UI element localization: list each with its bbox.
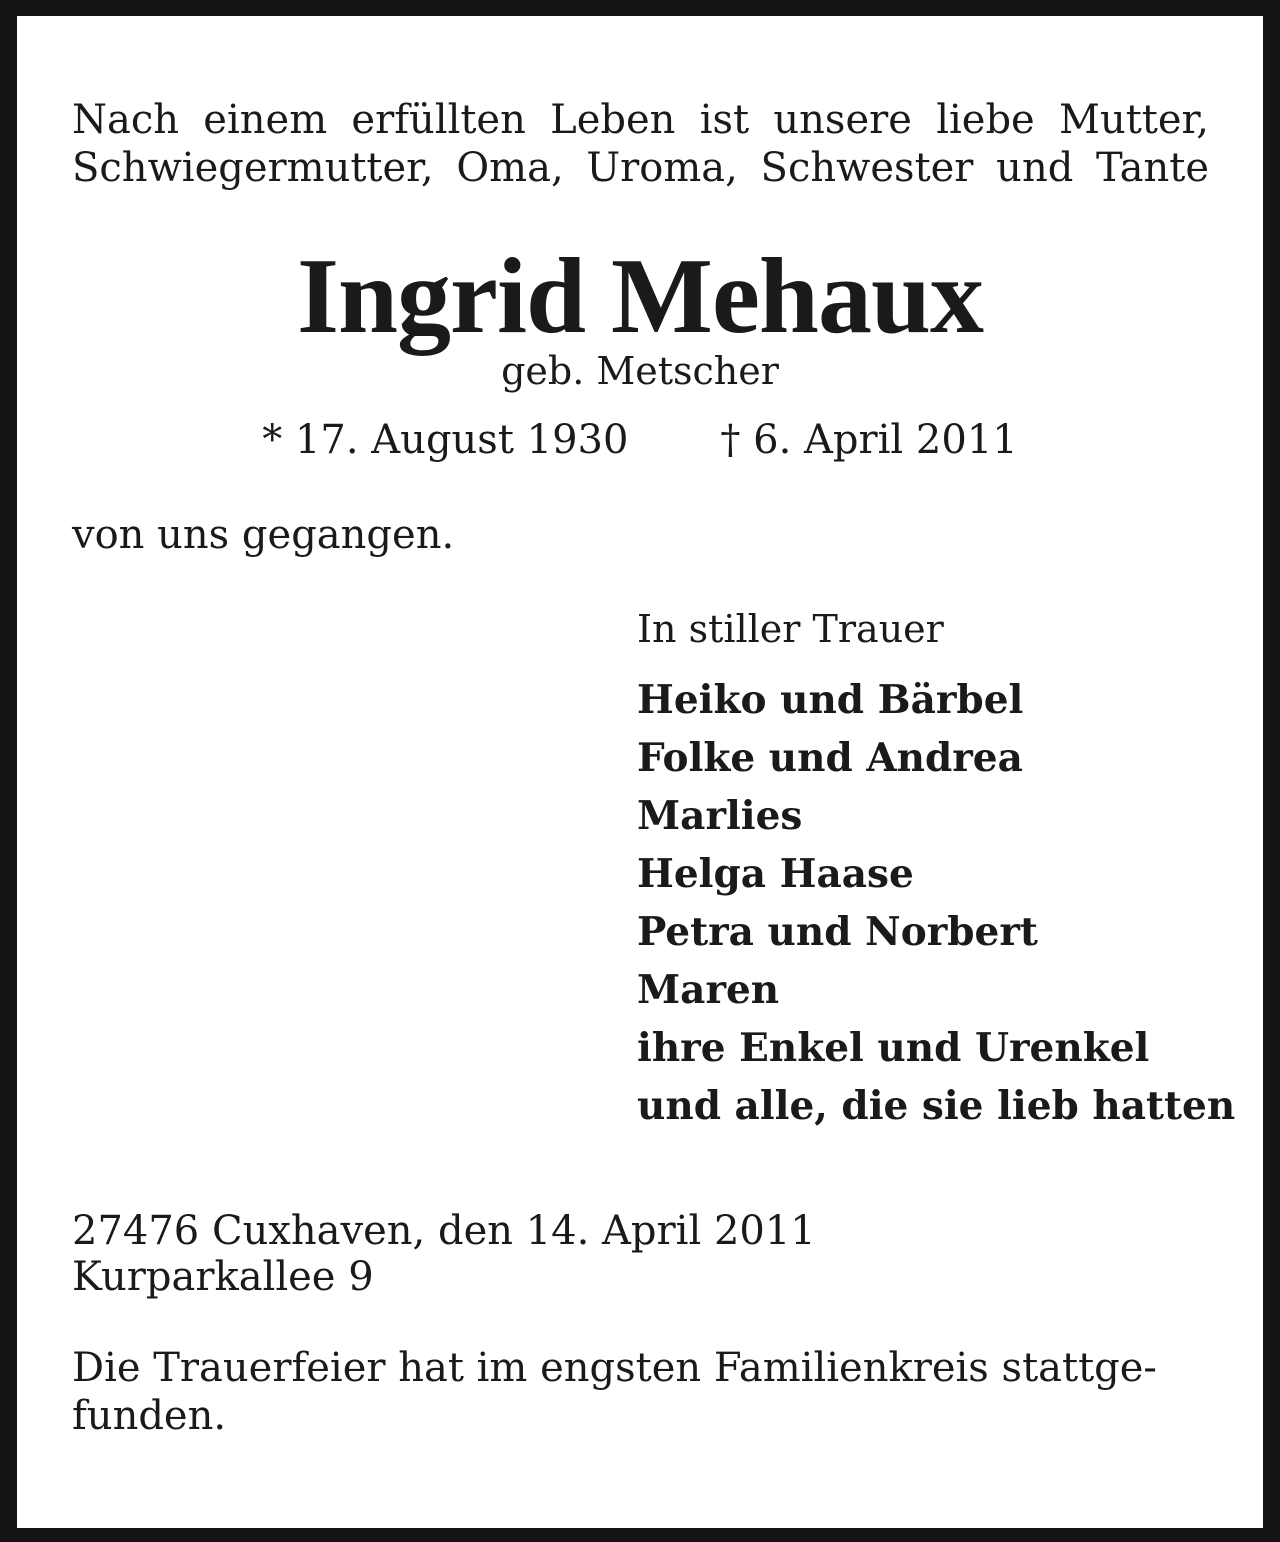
birth-date: * 17. August 1930 [262,417,629,463]
mourner-name: Helga Haase [637,851,914,897]
funeral-note [72,1344,1209,1440]
place-date-line: 27476 Cuxhaven, den 14. April 2011 [72,1208,816,1254]
closing-text: von uns gegangen. [72,512,455,558]
mourner-name: ihre Enkel und Urenkel [637,1025,1150,1071]
mourner-name: Heiko und Bärbel [637,677,1024,723]
life-dates [17,416,1263,464]
maiden-name: geb. Metscher [501,349,779,393]
address-line: Kurparkallee 9 [72,1254,374,1300]
mourner-name: Maren [637,967,780,1013]
intro-line: Schwiegermutter, Oma, Uroma, Schwester und Tante [72,145,1209,191]
mourner-name: Petra und Norbert [637,909,1038,955]
place-and-date [72,1208,816,1300]
deceased-name: Ingrid Mehaux [296,237,984,356]
mourners-list [637,671,1235,1135]
obituary-notice [17,16,1263,1528]
mourner-name: und alle, die sie lieb hatten [637,1083,1236,1129]
intro-text [72,96,1209,192]
death-date: † 6. April 2011 [720,417,1018,463]
funeral-note-line: funden. [72,1393,227,1439]
mourner-name: Folke und Andrea [637,735,1023,781]
mourning-heading: In stiller Trauer [637,607,944,651]
mourner-name: Marlies [637,793,803,839]
funeral-note-line: Die Trauerfeier hat im engsten Familienkreis stattge- [72,1345,1157,1391]
intro-line: Nach einem erfüllten Leben ist unsere liebe Mutter, [72,97,1209,143]
